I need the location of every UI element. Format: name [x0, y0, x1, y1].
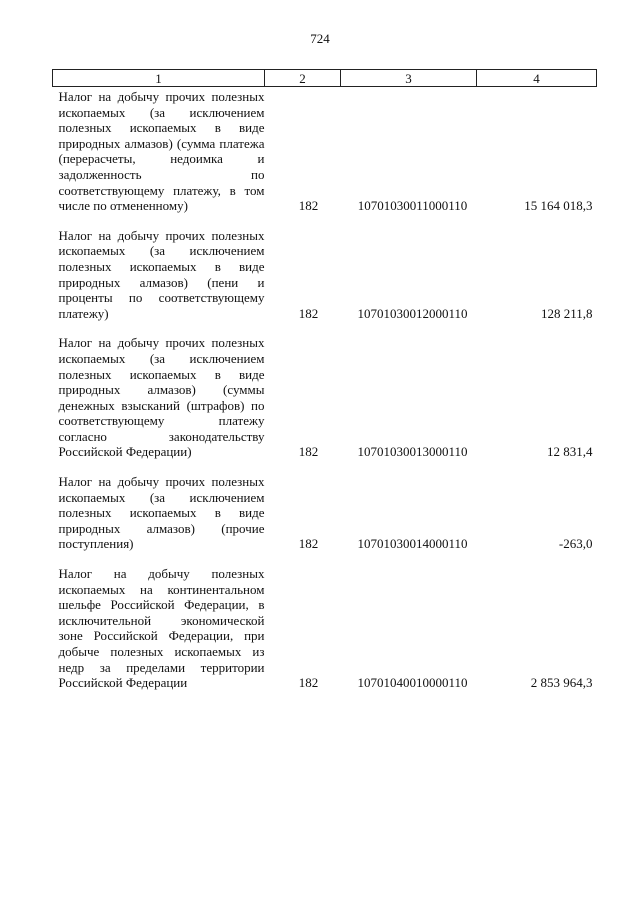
- budget-classification-code: 10701030011000110: [357, 198, 468, 214]
- table-row: [53, 335, 597, 474]
- table-row: [53, 474, 597, 566]
- revenue-name: Налог на добычу полезных ископаемых на континентальном шельфе Российской Федерации, в исключительной экономической зоне Российской Федерации, при добыче полезных ископаемых из недр за пределами территории Российской Федерации: [58, 566, 265, 691]
- amount: 15 164 018,3: [524, 198, 593, 214]
- page-number: 724: [310, 31, 330, 46]
- amount: 128 211,8: [540, 305, 593, 321]
- administrator-code: 182: [298, 305, 319, 321]
- amount: 2 853 964,3: [530, 675, 593, 691]
- revenue-name: Налог на добычу прочих полезных ископаемых (за исключением полезных ископаемых в виде природных алмазов) (сумма платежа (перерасчеты, недоимка и задолженность по соответствующему платежу, в том числе по отмененному): [58, 89, 265, 214]
- budget-classification-code: 10701030013000110: [357, 444, 468, 460]
- column-header-2: 2: [265, 70, 341, 87]
- administrator-code: 182: [298, 536, 319, 552]
- table-row: [53, 566, 597, 691]
- column-header-3: 3: [341, 70, 477, 87]
- amount: 12 831,4: [547, 444, 593, 460]
- table-row: [53, 87, 597, 228]
- table-row: [53, 228, 597, 336]
- table-header: [53, 70, 597, 87]
- administrator-code: 182: [298, 444, 319, 460]
- table-body: [53, 87, 597, 691]
- column-header-4: 4: [477, 70, 597, 87]
- revenue-name: Налог на добычу прочих полезных ископаемых (за исключением полезных ископаемых в виде природных алмазов) (суммы денежных взысканий (штрафов) по соответствующему платежу согласно законодательству Российской Федерации): [58, 335, 265, 460]
- budget-table: [52, 69, 597, 691]
- amount: -263,0: [558, 536, 593, 552]
- revenue-name: Налог на добычу прочих полезных ископаемых (за исключением полезных ископаемых в виде природных алмазов) (пени и проценты по соответствующему платежу): [58, 227, 265, 321]
- administrator-code: 182: [298, 675, 319, 691]
- column-header-1: 1: [53, 70, 265, 87]
- header-row: [53, 70, 597, 87]
- administrator-code: 182: [298, 198, 319, 214]
- budget-classification-code: 10701030014000110: [357, 536, 468, 552]
- budget-classification-code: 10701030012000110: [357, 305, 468, 321]
- budget-classification-code: 10701040010000110: [357, 675, 468, 691]
- revenue-name: Налог на добычу прочих полезных ископаемых (за исключением полезных ископаемых в виде природных алмазов) (прочие поступления): [58, 474, 265, 552]
